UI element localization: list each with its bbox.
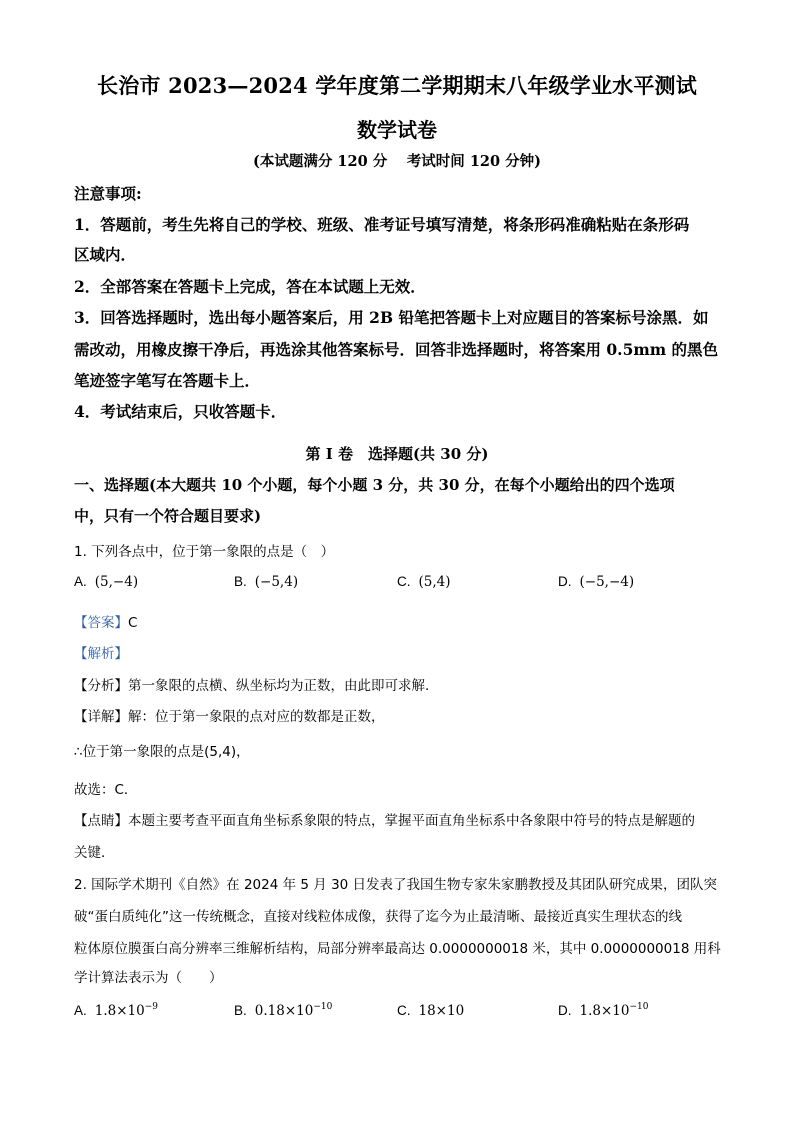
q1-option-a xyxy=(74,574,138,590)
answer-tag: 【答案】 xyxy=(74,615,128,631)
q1-fenxi-line xyxy=(74,674,439,694)
q2-stem-b: 破“蛋白质纯化”这一传统概念，直接对线粒体成像，获得了迄今为止最清晰、最接近真实生理状态的线 xyxy=(74,909,682,925)
notice-item-3c: 笔迹签字笔写在答题卡上． xyxy=(74,371,261,390)
q1-stem: 1. 下列各点中，位于第一象限的点是（ ） xyxy=(74,544,335,560)
section-instruction-b: 中，只有一个符合题目要求) xyxy=(74,507,262,525)
option-exponent: −10 xyxy=(313,1002,333,1012)
notice-item-1b: 区域内． xyxy=(74,245,137,264)
notice-item-3a: 3．回答选择题时，选出每小题答案后，用 2B 铅笔把答题卡上对应题目的答案标号涂黑．如 xyxy=(74,308,709,327)
exam-subtitle: 数学试卷 xyxy=(357,118,437,142)
fenxi-text: 第一象限的点横、纵坐标均为正数，由此即可求解． xyxy=(128,678,439,694)
option-base: 1.8×10 xyxy=(94,1003,145,1019)
option-exponent: −9 xyxy=(144,1002,159,1012)
option-label: D. xyxy=(558,574,572,589)
option-text: (5,−4) xyxy=(94,574,139,590)
q1-xiangjie-line xyxy=(74,705,385,725)
analysis-tag: 【解析】 xyxy=(74,646,128,662)
q2-stem-d: 学计算法表示为（ ） xyxy=(74,970,223,986)
option-label: C. xyxy=(397,1003,411,1018)
section-title: 第 I 卷 选择题(共 30 分) xyxy=(305,445,489,463)
q2-option-b xyxy=(234,1002,332,1019)
option-label: A. xyxy=(74,1003,87,1018)
notice-item-4: 4．考试结束后，只收答题卡． xyxy=(74,402,287,421)
option-label: C. xyxy=(397,574,411,589)
xiangjie-tag: 【详解】 xyxy=(74,709,128,725)
fenxi-tag: 【分析】 xyxy=(74,678,128,694)
option-text: (5,4) xyxy=(418,574,451,590)
q2-stem-c: 粒体原位膜蛋白高分辨率三维解析结构，局部分辨率最高达 0.0000000018 米，其中 0.0000000018 用科 xyxy=(74,941,721,957)
notice-item-2: 2．全部答案在答题卡上完成，答在本试题上无效． xyxy=(74,277,426,296)
option-label: B. xyxy=(234,574,247,589)
q1-option-d xyxy=(558,574,634,590)
section-instruction-a: 一、选择题(本大题共 10 个小题，每个小题 3 分，共 30 分，在每个小题给出的四个选项 xyxy=(74,476,675,494)
exam-title: 长治市 2023—2024 学年度第二学期期末八年级学业水平测试 xyxy=(97,73,697,98)
q1-option-b xyxy=(234,574,298,590)
q1-answer-line xyxy=(74,611,137,631)
q1-choice: 故选：C． xyxy=(74,782,138,798)
option-text: (−5,−4) xyxy=(579,574,635,590)
notice-heading: 注意事项: xyxy=(74,184,142,203)
answer-value: C xyxy=(128,615,138,631)
q2-option-c xyxy=(397,1002,464,1019)
option-base: 1.8×10 xyxy=(579,1003,630,1019)
option-text: (−5,4) xyxy=(254,574,299,590)
q1-analysis-line xyxy=(74,642,128,662)
option-exponent: −10 xyxy=(629,1002,649,1012)
notice-item-1a: 1．答题前，考生先将自己的学校、班级、准考证号填写清楚，将条形码准确粘贴在条形码 xyxy=(74,215,690,234)
q2-option-a xyxy=(74,1002,158,1019)
notice-item-3b: 需改动，用橡皮擦干净后，再选涂其他答案标号．回答非选择题时，将答案用 0.5mm 的黑色 xyxy=(74,340,719,359)
q2-stem-a: 2. 国际学术期刊《自然》在 2024 年 5 月 30 日发表了我国生物专家朱家鹏教授及其团队研究成果，团队突 xyxy=(74,877,718,893)
option-label: A. xyxy=(74,574,87,589)
xiangjie-text: 解：位于第一象限的点对应的数都是正数， xyxy=(128,709,385,725)
option-base: 0.18×10 xyxy=(254,1003,314,1019)
q2-option-d xyxy=(558,1002,648,1019)
dianjing-tag: 【点睛】 xyxy=(74,813,128,829)
exam-note: (本试题满分 120 分 考试时间 120 分钟) xyxy=(253,153,541,170)
option-base: 18×10 xyxy=(418,1003,465,1019)
option-label: B. xyxy=(234,1003,247,1018)
q1-option-c xyxy=(397,574,451,590)
dianjing-text: 本题主要考查平面直角坐标系象限的特点，掌握平面直角坐标系中各象限中符号的特点是解题的 xyxy=(128,813,695,829)
option-label: D. xyxy=(558,1003,572,1018)
q1-dianjing-line xyxy=(74,809,695,829)
q1-dianjing-line-2: 关键． xyxy=(74,845,115,861)
q1-therefore: ∴位于第一象限的点是(5,4)， xyxy=(74,744,250,760)
